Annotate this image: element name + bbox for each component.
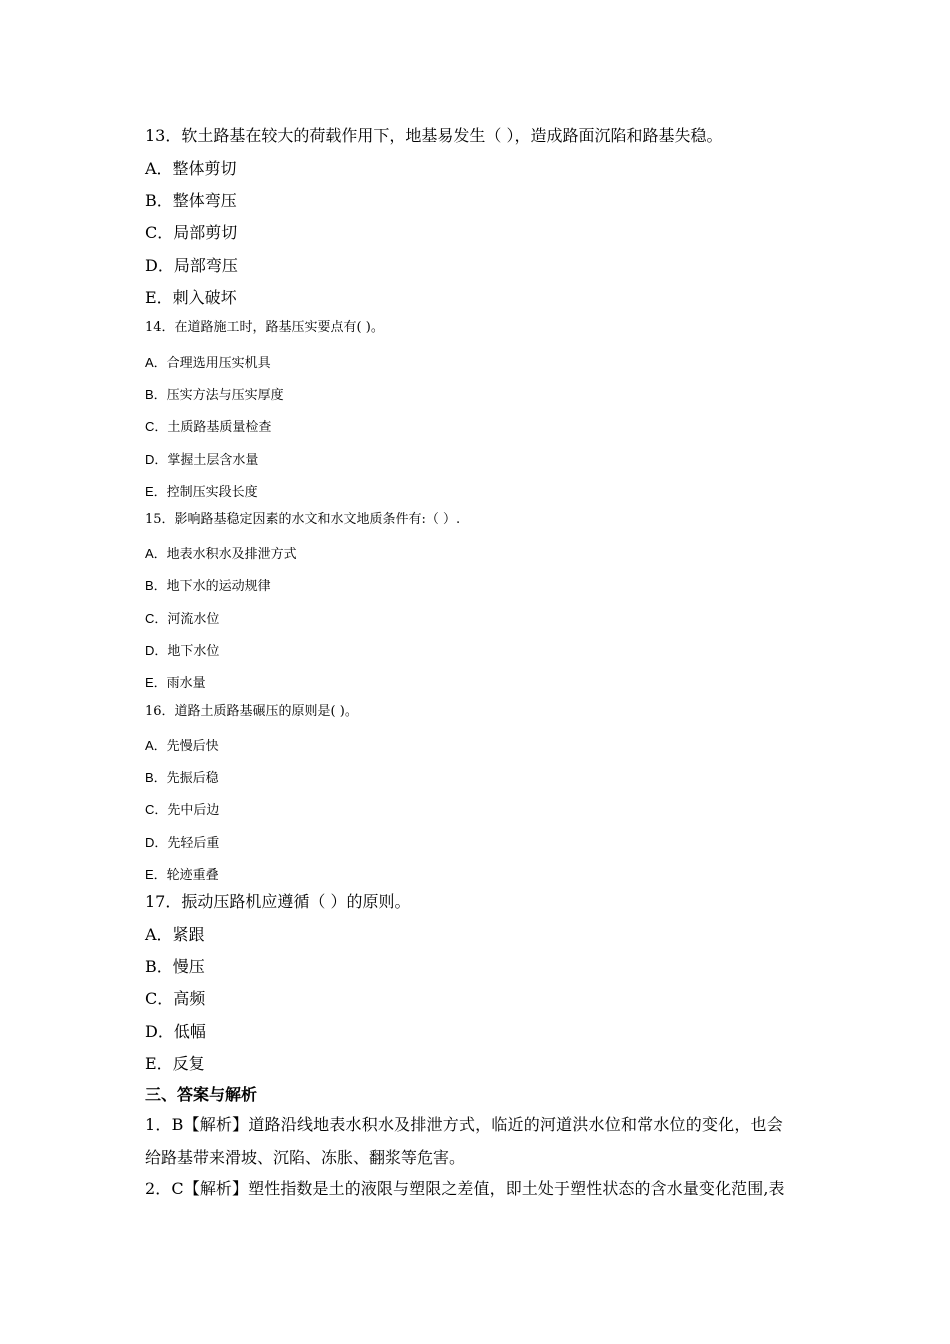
option-text: 先振后稳 (166, 771, 219, 786)
option-letter: A． (145, 738, 167, 753)
question-13-option-d: D．局部弯压 (145, 256, 238, 275)
question-13-option-c: C．局部剪切 (145, 223, 238, 242)
option-text: 压实方法与压实厚度 (166, 388, 284, 403)
option-text: 雨水量 (166, 676, 206, 691)
option-letter: D． (145, 452, 168, 467)
question-17-option-a: A．紧跟 (145, 925, 205, 944)
section-heading-answers: 三、答案与解析 (145, 1085, 258, 1104)
option-text: 先中后边 (167, 803, 220, 818)
option-text: 河流水位 (167, 612, 220, 627)
question-16-option-b (145, 769, 815, 785)
option-letter: D． (145, 643, 168, 658)
question-16-option-e (145, 866, 815, 882)
question-15-option-c (145, 610, 815, 626)
question-16-stem: 16．道路土质路基碾压的原则是( )。 (145, 704, 358, 719)
question-17-stem: 17．振动压路机应遵循（ ）的原则。 (145, 892, 411, 911)
answer-1-line-2: 给路基带来滑坡、沉陷、冻胀、翻浆等危害。 (145, 1148, 466, 1167)
question-15-option-e (145, 674, 815, 690)
question-17-option-d: D．低幅 (145, 1022, 206, 1041)
option-text: 地表水积水及排泄方式 (166, 547, 297, 562)
option-letter: A． (145, 355, 167, 370)
option-text: 先轻后重 (167, 836, 220, 851)
question-14-option-b (145, 386, 815, 402)
question-16-option-a (145, 737, 815, 753)
question-17-option-c: C．高频 (145, 989, 206, 1008)
question-14-option-e (145, 483, 815, 499)
question-14-stem: 14．在道路施工时，路基压实要点有( )。 (145, 320, 384, 335)
question-17-option-b: B．慢压 (145, 957, 205, 976)
option-letter: E． (145, 867, 167, 882)
option-text: 地下水的运动规律 (166, 579, 271, 594)
question-14-option-a (145, 354, 815, 370)
question-16-option-d (145, 834, 815, 850)
option-text: 合理选用压实机具 (166, 356, 271, 371)
option-letter: B． (145, 578, 167, 593)
question-14-option-c (145, 418, 815, 434)
answer-2-line-1: 2．C【解析】塑性指数是土的液限与塑限之差值，即土处于塑性状态的含水量变化范围,表 (145, 1179, 785, 1198)
question-13-option-b: B．整体弯压 (145, 191, 237, 210)
option-text: 轮迹重叠 (166, 868, 219, 883)
question-13-stem: 13．软土路基在较大的荷载作用下，地基易发生（ ），造成路面沉陷和路基失稳。 (145, 126, 723, 145)
option-text: 先慢后快 (166, 739, 219, 754)
option-letter: A． (145, 546, 167, 561)
option-letter: E． (145, 484, 167, 499)
option-letter: C． (145, 611, 168, 626)
option-letter: B． (145, 770, 167, 785)
option-text: 控制压实段长度 (166, 485, 258, 500)
option-text: 掌握土层含水量 (167, 453, 259, 468)
question-15-option-a (145, 545, 815, 561)
option-letter: C． (145, 802, 168, 817)
question-13-option-e: E．刺入破坏 (145, 288, 237, 307)
option-text: 土质路基质量检查 (167, 420, 272, 435)
question-14-option-d (145, 451, 815, 467)
option-letter: D． (145, 835, 168, 850)
answer-1-line-1: 1．B【解析】道路沿线地表水积水及排泄方式，临近的河道洪水位和常水位的变化，也会 (145, 1115, 783, 1134)
option-letter: C． (145, 419, 168, 434)
option-letter: B． (145, 387, 167, 402)
question-17-option-e: E．反复 (145, 1054, 205, 1073)
option-letter: E． (145, 675, 167, 690)
question-15-option-b (145, 577, 815, 593)
question-15-stem: 15．影响路基稳定因素的水文和水文地质条件有:（ ）. (145, 512, 461, 527)
option-text: 地下水位 (167, 644, 220, 659)
question-13-option-a: A．整体剪切 (145, 159, 237, 178)
question-16-option-c (145, 801, 815, 817)
question-15-option-d (145, 642, 815, 658)
